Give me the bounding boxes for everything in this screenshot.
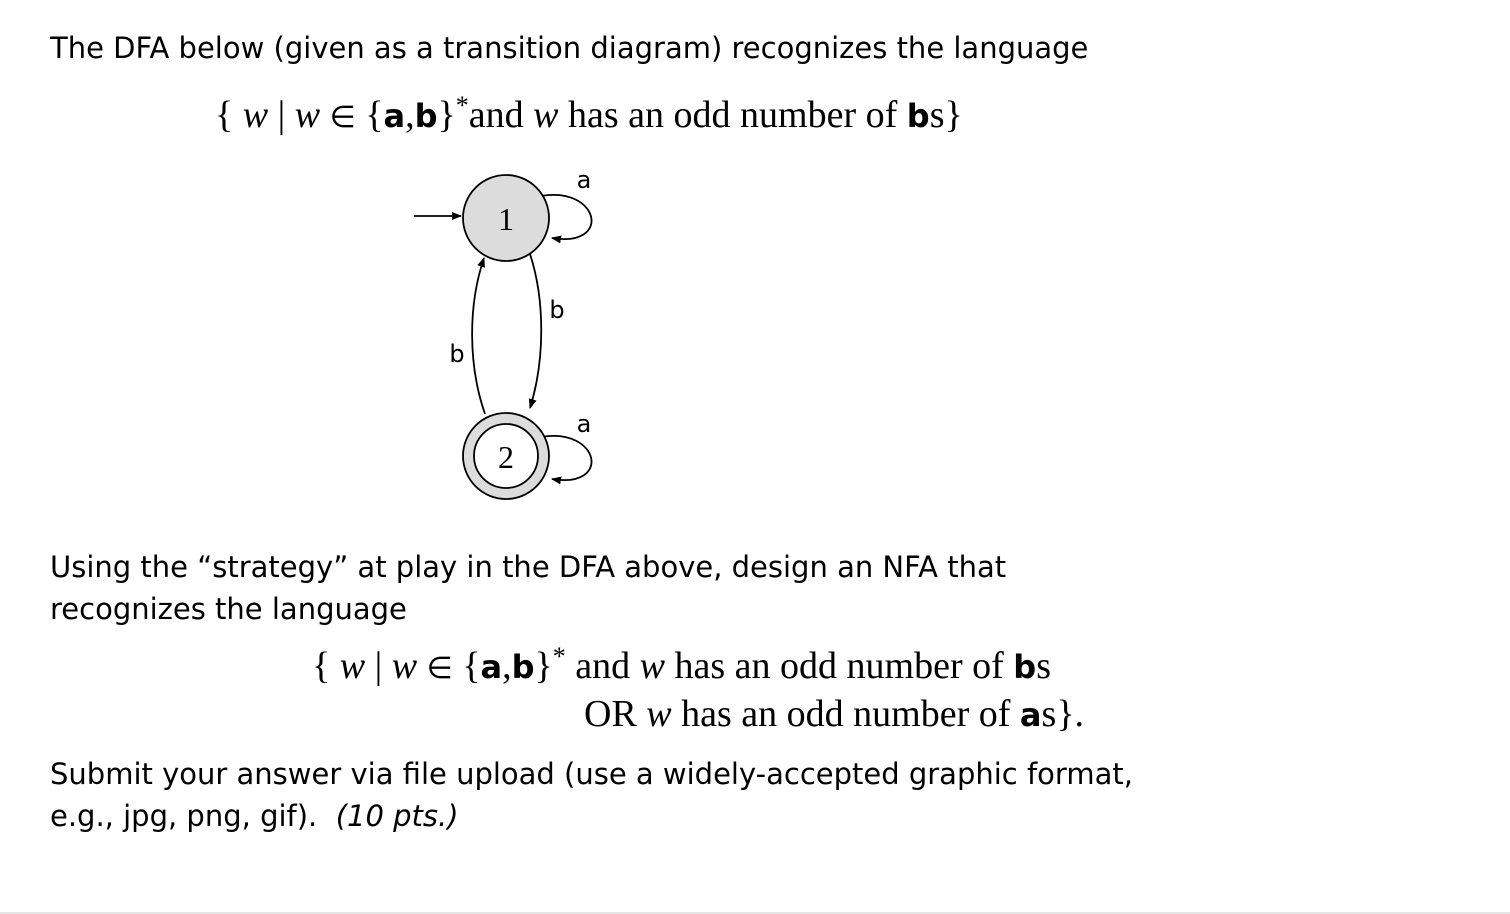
alphabet-open-brace: { (365, 94, 384, 136)
symbol-a: a (480, 648, 503, 686)
symbol-b: b (1013, 648, 1037, 686)
variable-w: w (294, 94, 321, 136)
dfa-transition-diagram (400, 160, 620, 510)
kleene-star: * (552, 642, 566, 671)
label-1-to-2: b (549, 296, 565, 324)
symbol-a: a (383, 97, 406, 135)
set-close-brace: } (944, 94, 963, 136)
condition-text: has an odd number of (671, 693, 1020, 735)
symbol-b: b (511, 648, 535, 686)
label-loop-2: a (576, 410, 592, 438)
state-2-label: 2 (498, 439, 514, 475)
variable-w: w (391, 645, 418, 687)
set-open-brace: { (312, 645, 340, 687)
label-2-to-1: b (449, 340, 465, 368)
set-open-brace: { (215, 94, 243, 136)
alphabet-open-brace: { (462, 645, 481, 687)
symbol-b: b (414, 97, 438, 135)
alphabet-comma: , (405, 94, 415, 136)
file-formats-text: e.g., jpg, png, gif). (50, 799, 318, 833)
kleene-star: * (455, 91, 469, 120)
variable-w: w (533, 94, 559, 136)
alphabet-close-brace: } (437, 94, 456, 136)
variable-w: w (639, 645, 666, 687)
plural-s: s (1041, 693, 1057, 735)
edge-2-to-1 (472, 258, 485, 414)
symbol-a: a (1019, 696, 1042, 734)
element-of-symbol: ∈ (320, 100, 366, 135)
variable-w: w (242, 94, 269, 136)
variable-w: w (646, 693, 672, 735)
and-word: and (565, 645, 640, 687)
label-loop-1: a (576, 166, 592, 194)
edge-1-to-2 (530, 254, 541, 408)
state-1-label: 1 (498, 201, 514, 237)
intro-text: The DFA below (given as a transition diagram) recognizes the language (50, 31, 1089, 65)
such-that-bar: | (268, 94, 295, 136)
submit-instructions-line-2 (50, 795, 459, 837)
alphabet-comma: , (502, 645, 512, 687)
condition-text: has an odd number of (558, 94, 907, 136)
symbol-b: b (906, 97, 930, 135)
such-that-bar: | (365, 645, 392, 687)
plural-s: s (929, 94, 945, 136)
language-definition-nfa-line-2 (584, 691, 1084, 738)
question-text-line-2: recognizes the language (50, 592, 407, 626)
and-word: and (468, 94, 534, 136)
plural-s: s (1036, 645, 1051, 687)
variable-w: w (339, 645, 366, 687)
language-definition-nfa-line-1 (312, 643, 1051, 692)
points-value: (10 pts.) (335, 799, 459, 833)
alphabet-close-brace: } (534, 645, 553, 687)
language-definition-dfa (215, 92, 963, 141)
set-close-brace: }. (1056, 693, 1085, 735)
or-word: OR (584, 693, 647, 735)
question-text-line-1: Using the “strategy” at play in the DFA above, design an NFA that (50, 550, 1007, 584)
submit-instructions-line-1: Submit your answer via file upload (use a widely-accepted graphic format, (50, 757, 1133, 791)
element-of-symbol: ∈ (417, 651, 463, 686)
condition-text: has an odd number of (665, 645, 1014, 687)
